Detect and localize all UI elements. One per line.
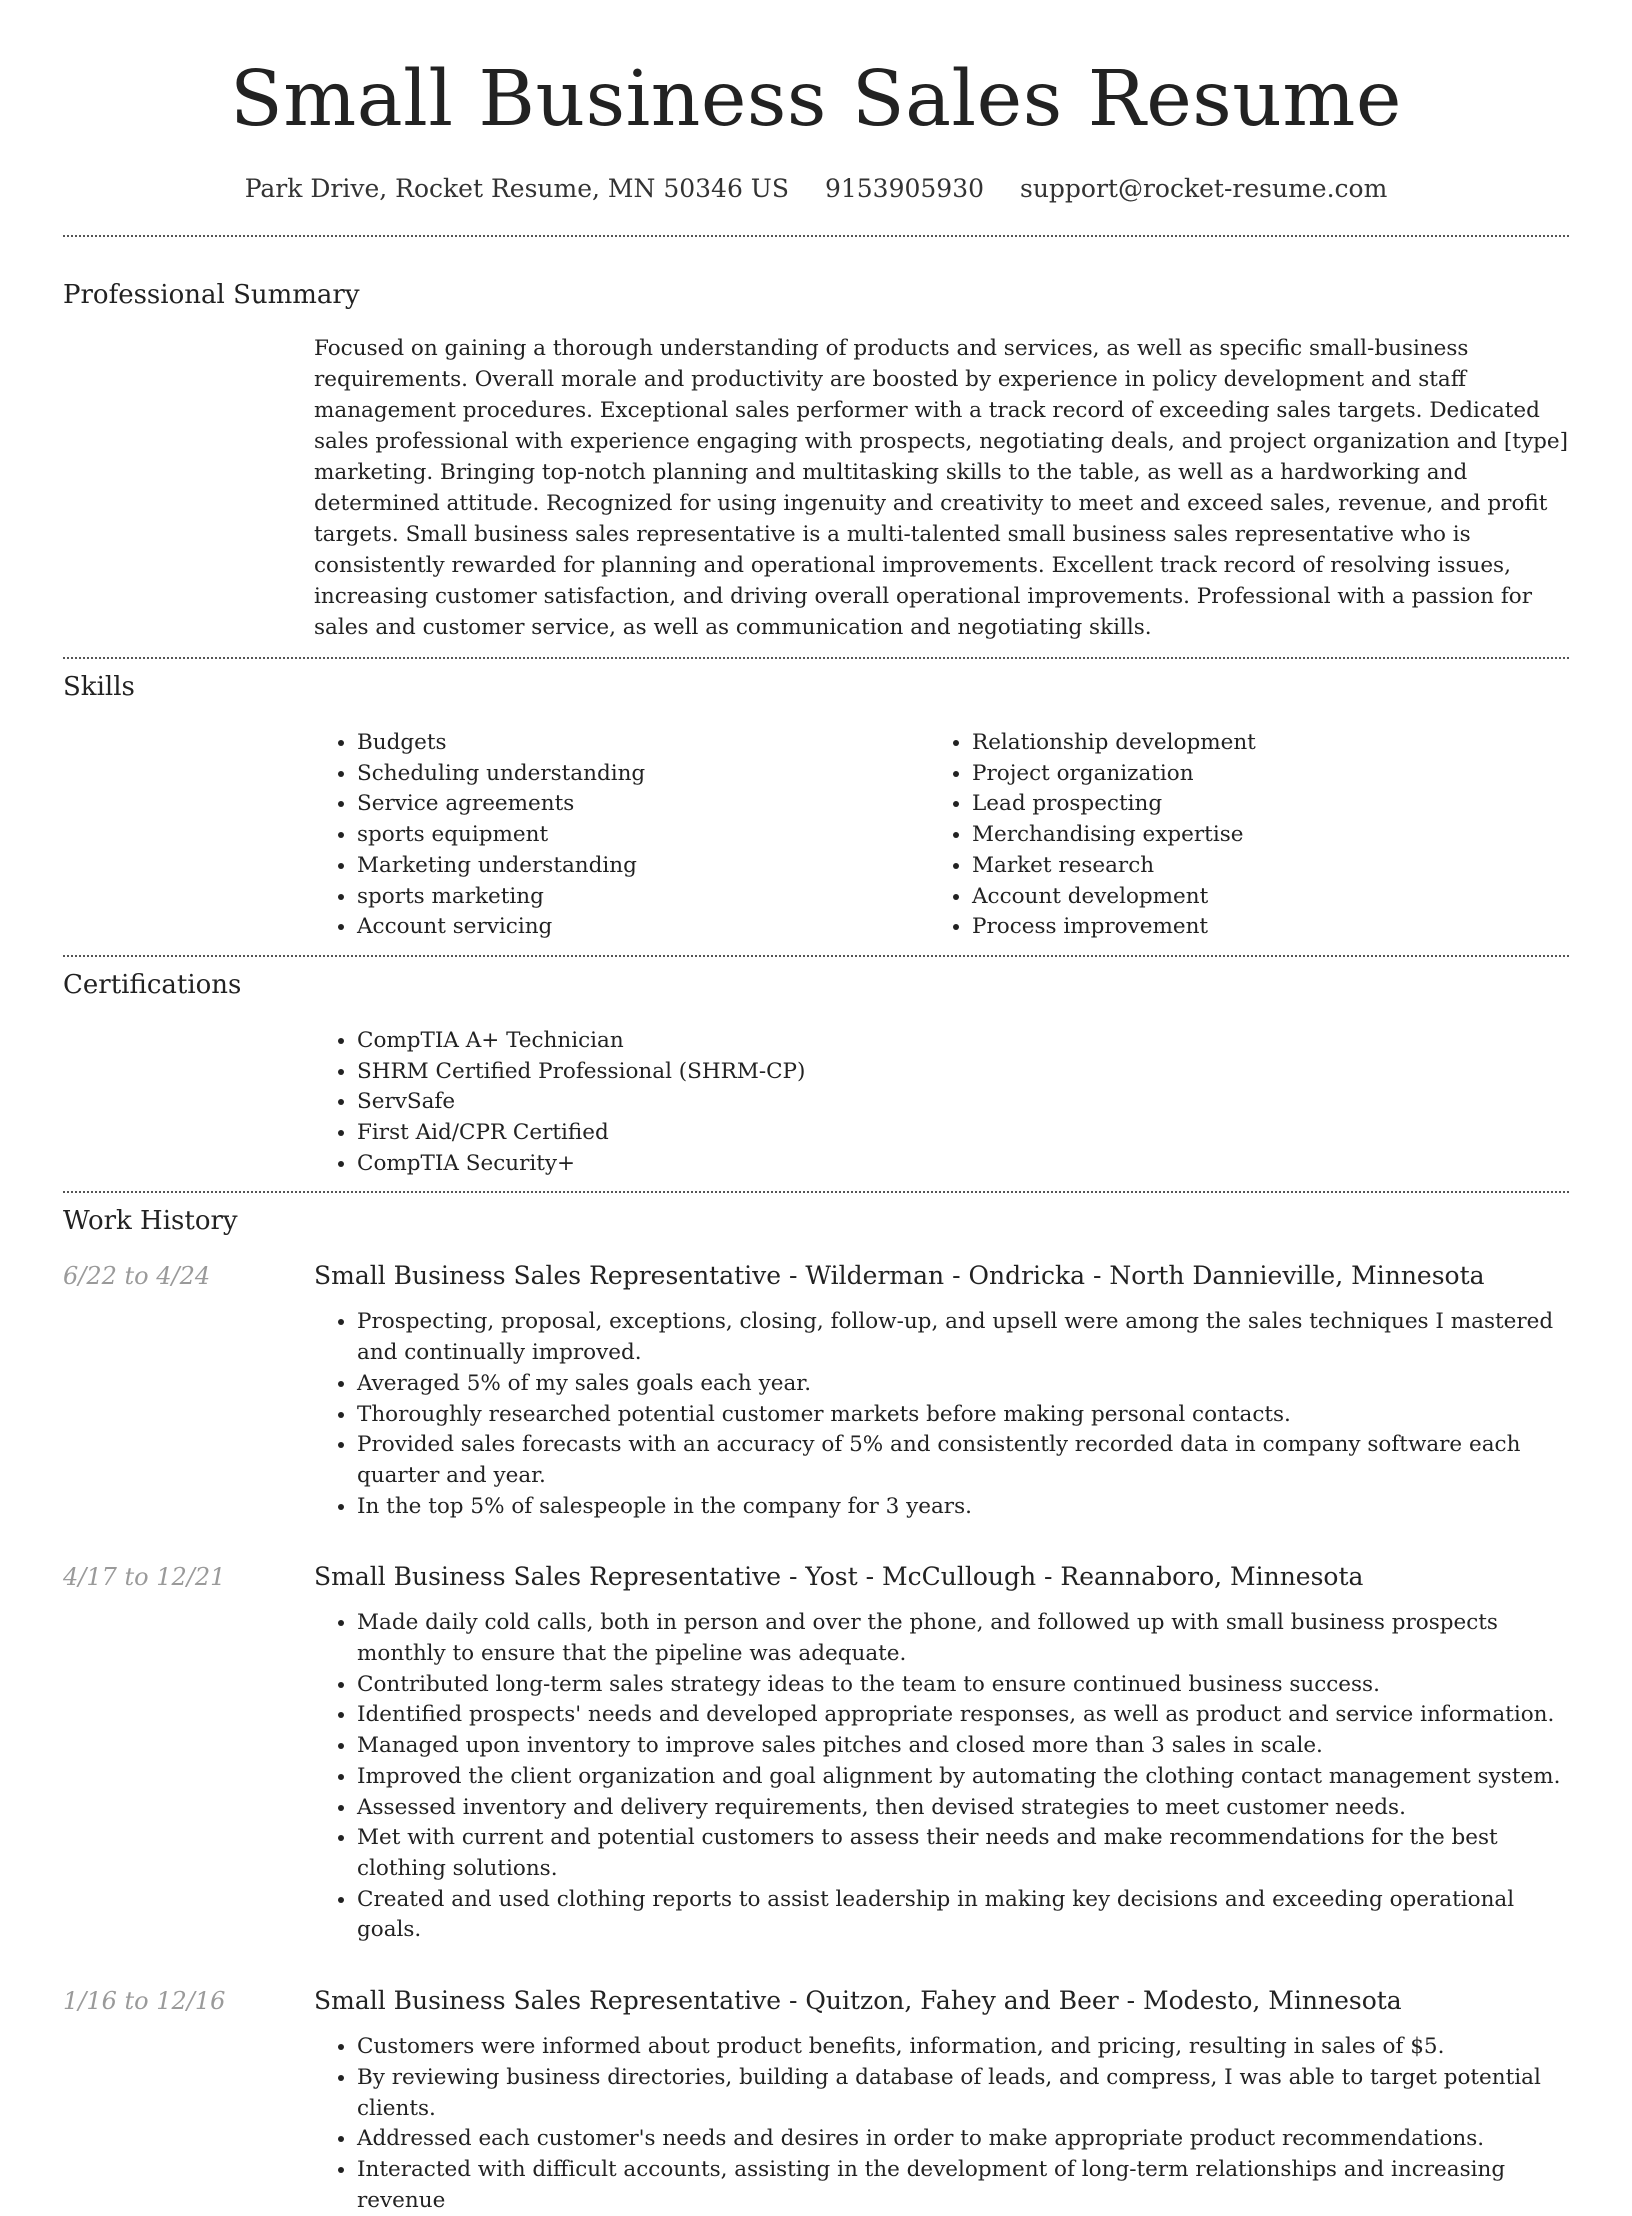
job-bullet: • Improved the client organization and goal alignment by automating the clothing contact management system. <box>357 1762 1569 1793</box>
certification-item: • ServSafe <box>357 1087 1569 1118</box>
skill-item: • Service agreements <box>357 789 929 820</box>
job-bullets <box>314 1608 1569 1946</box>
section-title-summary: Professional Summary <box>63 280 360 310</box>
job-bullet: • Identified prospects' needs and developed appropriate responses, as well as product and service information. <box>357 1700 1569 1731</box>
job-bullet: • By reviewing business directories, building a database of leads, and compress, I was able to target potential clients. <box>357 2063 1569 2124</box>
job-bullet: • Assessed inventory and delivery requirements, then devised strategies to meet customer needs. <box>357 1793 1569 1824</box>
job-bullet: • Made daily cold calls, both in person and over the phone, and followed up with small business prospects monthly to ensure that the pipeline was adequate. <box>357 1608 1569 1669</box>
skill-item: • sports marketing <box>357 882 929 913</box>
skill-item: • sports equipment <box>357 820 929 851</box>
job-title: Small Business Sales Representative - Yost - McCullough - Reannaboro, Minnesota <box>314 1562 1364 1592</box>
job-title: Small Business Sales Representative - Wilderman - Ondricka - North Dannieville, Minnesota <box>314 1261 1485 1291</box>
job-bullet: • Provided sales forecasts with an accuracy of 5% and consistently recorded data in company software each quarter and year. <box>357 1430 1569 1491</box>
certification-item: • CompTIA A+ Technician <box>357 1026 1569 1057</box>
job-date: 4/17 to 12/21 <box>63 1563 226 1592</box>
skill-item: • Lead prospecting <box>972 789 1544 820</box>
skill-item: • Budgets <box>357 728 929 759</box>
job-title: Small Business Sales Representative - Quitzon, Fahey and Beer - Modesto, Minnesota <box>314 1986 1402 2016</box>
contact-email: support@rocket-resume.com <box>1019 174 1388 203</box>
job-bullet: • Prospecting, proposal, exceptions, closing, follow-up, and upsell were among the sales techniques I mastered and continually improved. <box>357 1307 1569 1368</box>
skills-list-right <box>929 728 1544 943</box>
skill-item: • Account servicing <box>357 912 929 943</box>
job-bullet: • Thoroughly researched potential customer markets before making personal contacts. <box>357 1400 1569 1431</box>
section-title-certifications: Certifications <box>63 969 242 1000</box>
job-bullet: • Averaged 5% of my sales goals each year. <box>357 1369 1569 1400</box>
job-bullet: • Interacted with difficult accounts, assisting in the development of long-term relationships and increasing revenue <box>357 2155 1569 2216</box>
job-bullets <box>314 1307 1569 1522</box>
job-bullet: • Addressed each customer's needs and desires in order to make appropriate product recommendations. <box>357 2124 1569 2155</box>
skill-item: • Merchandising expertise <box>972 820 1544 851</box>
certifications-list <box>314 1026 1569 1180</box>
skill-item: • Relationship development <box>972 728 1544 759</box>
job-date: 1/16 to 12/16 <box>63 1987 226 2016</box>
contact-line <box>0 174 1632 203</box>
job-bullet: • Contributed long-term sales strategy ideas to the team to ensure continued business success. <box>357 1670 1569 1701</box>
skills-list-left <box>314 728 929 943</box>
skill-item: • Project organization <box>972 759 1544 790</box>
job-entry <box>63 1984 1569 2216</box>
section-title-skills: Skills <box>63 672 135 702</box>
summary-section <box>63 237 1569 643</box>
section-title-work-history: Work History <box>63 1206 238 1237</box>
job-date: 6/22 to 4/24 <box>63 1262 211 1291</box>
skill-item: • Account development <box>972 882 1544 913</box>
skill-item: • Marketing understanding <box>357 851 929 882</box>
job-bullet: • Managed upon inventory to improve sales pitches and closed more than 3 sales in scale. <box>357 1731 1569 1762</box>
certification-item: • SHRM Certified Professional (SHRM-CP) <box>357 1057 1569 1088</box>
job-bullet: • Met with current and potential customers to assess their needs and make recommendations for the best clothing solutions. <box>357 1823 1569 1884</box>
summary-text: Focused on gaining a thorough understanding of products and services, as well as specific small-business requirements. Overall morale and productivity are boosted by experience in policy development and staff management procedures. Exceptional sales performer with a track record of exceeding sales targets. Dedicated sales professional with experience engaging with prospects, negotiating deals, and project organization and [type] marketing. Bringing top-notch planning and multitasking skills to the table, as well as a hardworking and determined attitude. Recognized for using ingenuity and creativity to meet and exceed sales, revenue, and profit targets. Small business sales representative is a multi-talented small business sales representative who is consistently rewarded for planning and operational improvements. Excellent track record of resolving issues, increasing customer satisfaction, and driving overall operational improvements. Professional with a passion for sales and customer service, as well as communication and negotiating skills. <box>314 336 1568 640</box>
skill-item: • Process improvement <box>972 912 1544 943</box>
certification-item: • First Aid/CPR Certified <box>357 1118 1569 1149</box>
work-history-section <box>63 1193 1569 2216</box>
job-entry <box>63 1560 1569 1946</box>
job-bullet: • Created and used clothing reports to assist leadership in making key decisions and exceeding operational goals. <box>357 1885 1569 1946</box>
job-bullets <box>314 2032 1569 2216</box>
job-bullet: • In the top 5% of salespeople in the company for 3 years. <box>357 1492 1569 1523</box>
job-entry <box>63 1259 1569 1522</box>
skill-item: • Scheduling understanding <box>357 759 929 790</box>
contact-phone: 9153905930 <box>824 174 985 203</box>
certifications-section <box>63 957 1569 1180</box>
skill-item: • Market research <box>972 851 1544 882</box>
contact-address: Park Drive, Rocket Resume, MN 50346 US <box>244 174 790 203</box>
skills-section <box>63 659 1569 943</box>
resume-name: Small Business Sales Resume <box>230 55 1402 144</box>
job-bullet: • Customers were informed about product benefits, information, and pricing, resulting in sales of $5. <box>357 2032 1569 2063</box>
certification-item: • CompTIA Security+ <box>357 1149 1569 1180</box>
